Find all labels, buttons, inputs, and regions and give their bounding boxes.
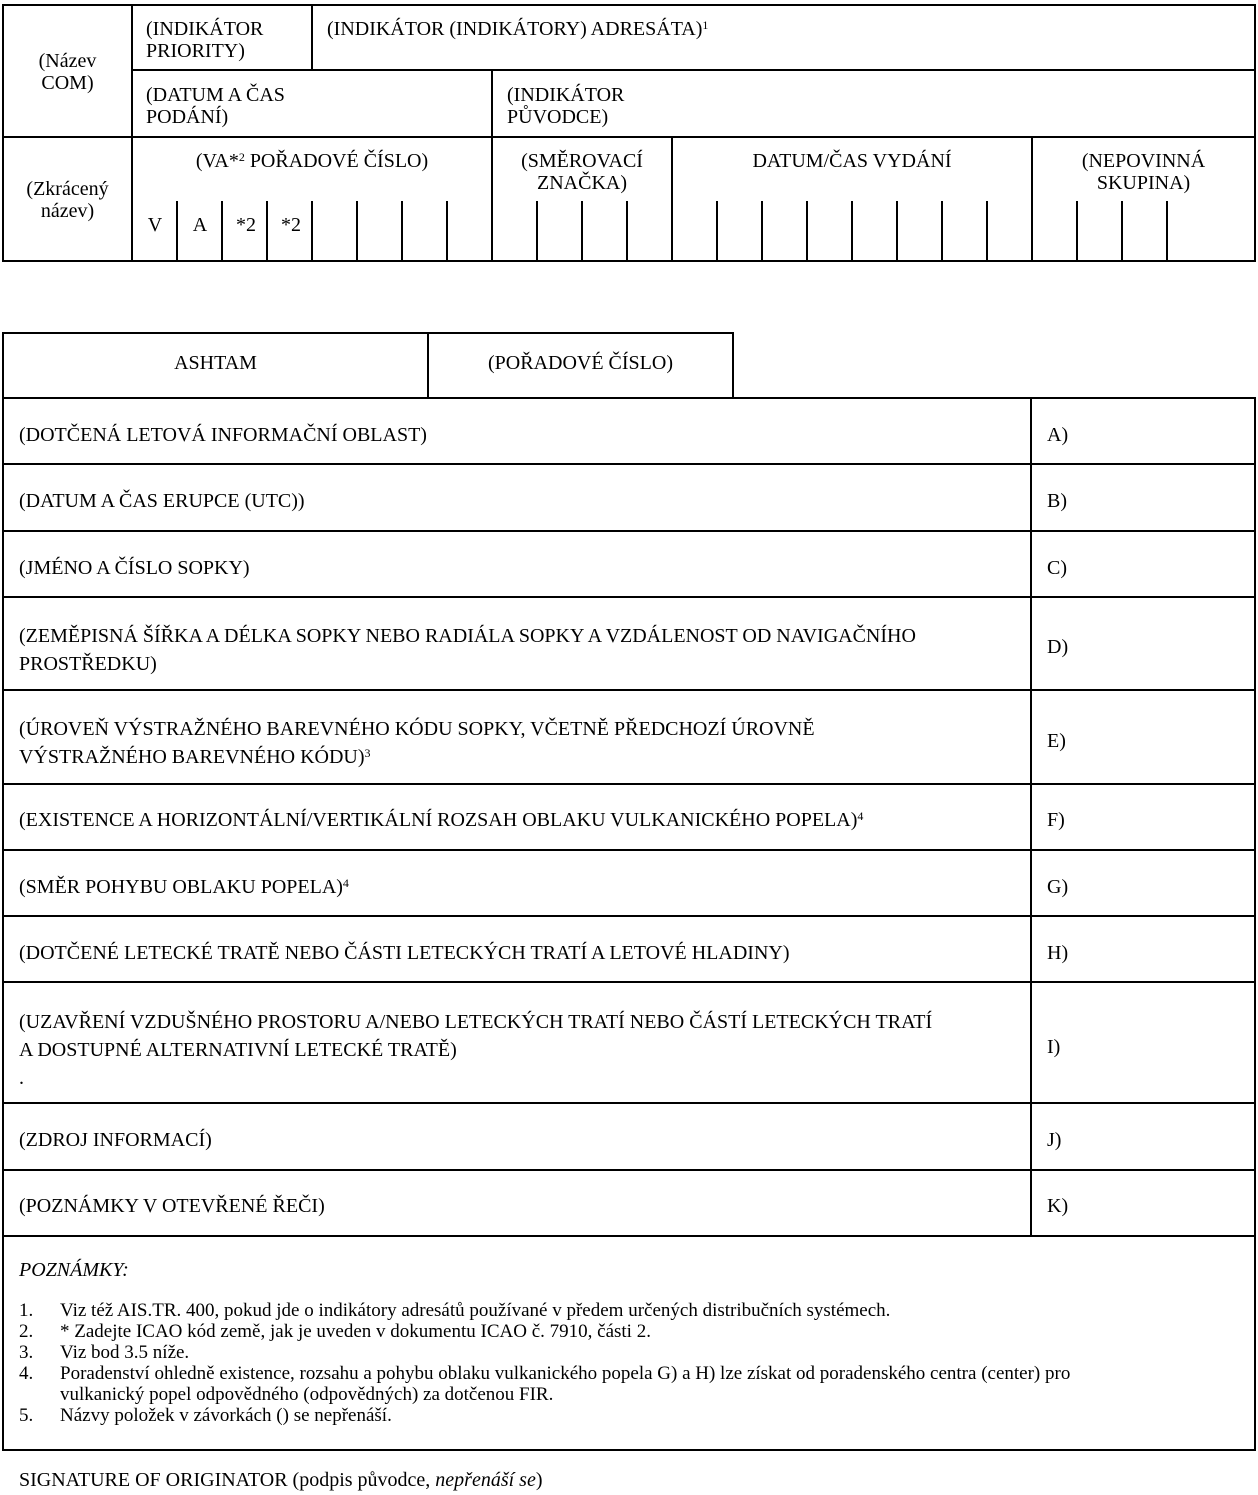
ashtam-serial: (POŘADOVÉ ČÍSLO) bbox=[488, 352, 673, 374]
serial-number-label: (VA*$^2$ POŘADOVÉ ČÍSLO) bbox=[195, 150, 429, 172]
addressee-indicator-label: (INDIKÁTOR (INDIKÁTORY) ADRESÁTA)$^1$ bbox=[327, 18, 709, 40]
item-text-d: (ZEMĚPISNÁ ŠÍŘKA A DÉLKA SOPKY NEBO RADIÁLA SOPKY A VZDÁLENOST OD NAVIGAČNÍHO PROSTŘEDKU) bbox=[19, 625, 916, 675]
priority-indicator-label: (INDIKÁTOR PRIORITY) bbox=[146, 18, 264, 62]
note-item: 3. Viz bod 3.5 níže. bbox=[19, 1342, 190, 1363]
notes-list bbox=[19, 1300, 1249, 1426]
item-text-g: (SMĚR POHYBU OBLAKU POPELA)$^4$ bbox=[19, 876, 349, 898]
com-name-label: (Název COM) bbox=[38, 50, 97, 94]
item-text-e: (ÚROVEŇ VÝSTRAŽNÉHO BAREVNÉHO KÓDU SOPKY, VČETNĚ PŘEDCHOZÍ ÚROVNĚ VÝSTRAŽNÉHO BAREVNÉHO KÓDU)$^3$ bbox=[19, 718, 815, 768]
abbrev-name-label: (Zkrácený název) bbox=[26, 178, 109, 222]
item-text-f: (EXISTENCE A HORIZONTÁLNÍ/VERTIKÁLNÍ ROZSAH OBLAKU VULKANICKÉHO POPELA)$^4$ bbox=[19, 809, 864, 831]
signature-line: SIGNATURE OF ORIGINATOR (podpis původce, nepřenáší se) bbox=[19, 1469, 543, 1491]
ashtam-title: ASHTAM bbox=[174, 352, 257, 374]
item-letter-i: I) bbox=[1047, 1036, 1061, 1058]
item-letter-d: D) bbox=[1047, 636, 1069, 658]
item-letter-h: H) bbox=[1047, 942, 1069, 964]
serial-cell: A bbox=[192, 214, 208, 236]
item-letter-j: J) bbox=[1047, 1129, 1062, 1151]
item-text-a: (DOTČENÁ LETOVÁ INFORMAČNÍ OBLAST) bbox=[19, 424, 427, 446]
item-text-j: (ZDROJ INFORMACÍ) bbox=[19, 1129, 212, 1151]
location-indicator-label: (SMĚROVACÍ ZNAČKA) bbox=[521, 150, 643, 194]
optional-group-label: (NEPOVINNÁ SKUPINA) bbox=[1081, 150, 1206, 194]
item-letter-a: A) bbox=[1047, 424, 1069, 446]
item-text-k: (POZNÁMKY V OTEVŘENÉ ŘEČI) bbox=[19, 1195, 325, 1217]
item-letter-c: C) bbox=[1047, 557, 1067, 579]
note-item: 4. Poradenství ohledně existence, rozsahu a pohybu oblaku vulkanického popela G) a H) lze získat od poradenského centra (center) pro vulkanický popel odpovědného (odpovědných) za dotčenou FIR. bbox=[19, 1363, 1071, 1405]
item-text-c: (JMÉNO A ČÍSLO SOPKY) bbox=[19, 557, 250, 579]
note-item: 2. * Zadejte ICAO kód země, jak je uveden v dokumentu ICAO č. 7910, části 2. bbox=[19, 1321, 651, 1342]
item-letter-b: B) bbox=[1047, 490, 1067, 512]
filing-time-label: (DATUM A ČAS PODÁNÍ) bbox=[146, 84, 285, 128]
note-item: 1. Viz též AIS.TR. 400, pokud jde o indikátory adresátů používané v předem určených distribučních systémech. bbox=[19, 1300, 891, 1321]
notes-heading: POZNÁMKY: bbox=[19, 1259, 129, 1281]
item-text-h: (DOTČENÉ LETECKÉ TRATĚ NEBO ČÁSTI LETECKÝCH TRATÍ A LETOVÉ HLADINY) bbox=[19, 942, 790, 964]
item-letter-e: E) bbox=[1047, 730, 1066, 752]
originator-indicator-label: (INDIKÁTOR PŮVODCE) bbox=[507, 84, 625, 128]
item-letter-g: G) bbox=[1047, 876, 1069, 898]
item-letter-f: F) bbox=[1047, 809, 1065, 831]
serial-cell: *2 bbox=[236, 214, 256, 236]
serial-cell: V bbox=[147, 214, 163, 236]
item-text-i: (UZAVŘENÍ VZDUŠNÉHO PROSTORU A/NEBO LETECKÝCH TRATÍ NEBO ČÁSTÍ LETECKÝCH TRATÍ A DOSTUPNÉ ALTERNATIVNÍ LETECKÉ TRATĚ) . bbox=[19, 1011, 933, 1089]
serial-cell: *2 bbox=[281, 214, 301, 236]
issue-datetime-label: DATUM/ČAS VYDÁNÍ bbox=[752, 150, 952, 172]
item-letter-k: K) bbox=[1047, 1195, 1069, 1217]
item-text-b: (DATUM A ČAS ERUPCE (UTC)) bbox=[19, 490, 305, 512]
note-item: 5. Názvy položek v závorkách () se nepřenáší. bbox=[19, 1405, 392, 1426]
